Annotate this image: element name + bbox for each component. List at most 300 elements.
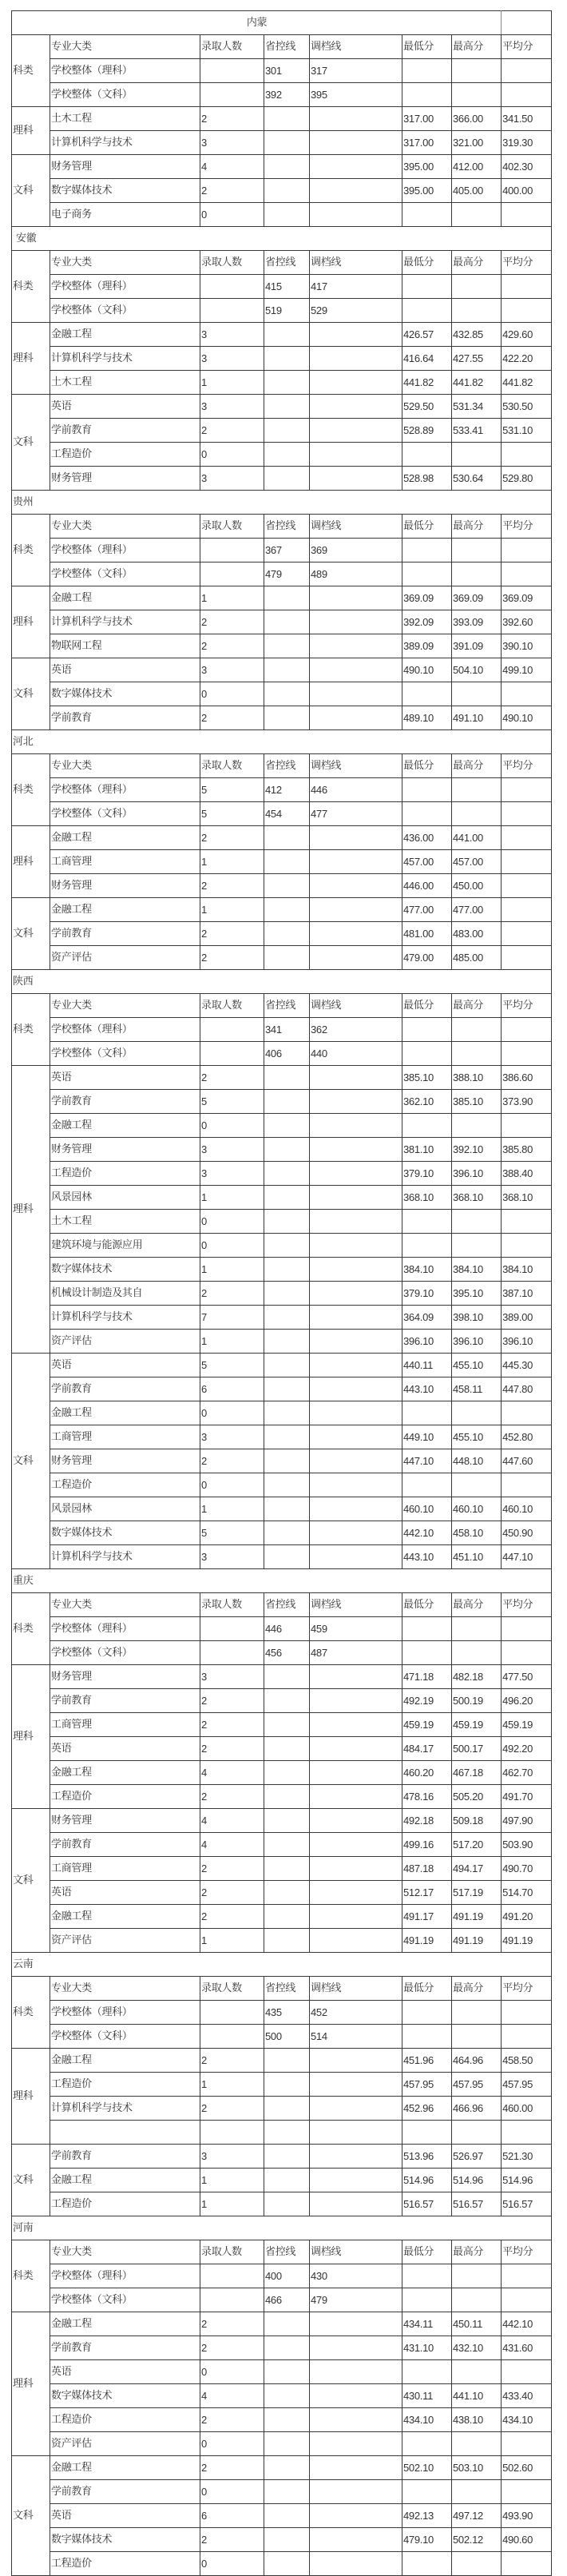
cell-control: [264, 1138, 310, 1162]
cell-min: [402, 1234, 452, 1258]
cell-count: [200, 83, 264, 107]
cell-cutoff: [310, 1162, 402, 1186]
cell-min: 481.00: [402, 922, 452, 946]
cell-cutoff: 514: [310, 2025, 402, 2049]
cell-max: 438.10: [452, 2408, 502, 2432]
cell-max: 392.10: [452, 1138, 502, 1162]
cell-major: 学前教育: [50, 2336, 200, 2360]
cell-cutoff: [310, 1545, 402, 1569]
cell-count: 2: [200, 2408, 264, 2432]
cell-control: [264, 1545, 310, 1569]
cell-count: 3: [200, 658, 264, 682]
cell-count: [200, 1042, 264, 1066]
cell-count: 1: [200, 1186, 264, 1210]
cell-count: 2: [200, 922, 264, 946]
province-name: 陕西: [12, 970, 552, 994]
table-row: [12, 467, 552, 491]
cell-cutoff: [310, 1713, 402, 1737]
header-cutoff: 调档线: [310, 1977, 402, 2001]
cell-min: [402, 682, 452, 706]
table-row: [12, 179, 552, 203]
cell-avg: 458.50: [502, 2049, 552, 2073]
table-row: [12, 922, 552, 946]
cell-control: [264, 1377, 310, 1401]
cell-major: 金融工程: [50, 826, 200, 850]
cell-avg: 373.90: [502, 1090, 552, 1114]
cell-max: 393.09: [452, 610, 502, 634]
header-min: 最低分: [402, 754, 452, 778]
cell-cutoff: [310, 2528, 402, 2552]
cell-max: 466.96: [452, 2097, 502, 2121]
cell-major: 建筑环境与能源应用: [50, 1234, 200, 1258]
cell-max: 388.10: [452, 1066, 502, 1090]
cell-avg: 491.19: [502, 1929, 552, 1953]
cell-control: [264, 1306, 310, 1330]
cell-control: [264, 443, 310, 467]
cell-max: 514.96: [452, 2169, 502, 2192]
column-header-row: [12, 515, 552, 539]
cell-major: 财务管理: [50, 1449, 200, 1473]
cell-min: 459.19: [402, 1713, 452, 1737]
cell-cutoff: [310, 1785, 402, 1809]
cell-cutoff: [310, 1689, 402, 1713]
cell-min: [402, 2360, 452, 2384]
cell-min: 368.10: [402, 1186, 452, 1210]
cell-count: 2: [200, 826, 264, 850]
header-cutoff: 调档线: [310, 994, 402, 1018]
cell-avg: 386.60: [502, 1066, 552, 1090]
cell-avg: [502, 1401, 552, 1425]
category-label: 理科: [12, 1066, 50, 1354]
cell-control: 466: [264, 2288, 310, 2312]
cell-control: [264, 131, 310, 155]
cell-cutoff: [310, 610, 402, 634]
cell-min: 460.20: [402, 1761, 452, 1785]
cell-cutoff: [310, 1449, 402, 1473]
cell-max: [452, 2360, 502, 2384]
cell-cutoff: [310, 1497, 402, 1521]
table-row: [12, 2288, 552, 2312]
cell-count: 2: [200, 107, 264, 131]
cell-major: 数字媒体技术: [50, 179, 200, 203]
table-row: [12, 2025, 552, 2049]
cell-major: 财务管理: [50, 1138, 200, 1162]
cell-major: 计算机科学与技术: [50, 610, 200, 634]
table-row: [12, 610, 552, 634]
cell-major: 学前教育: [50, 1689, 200, 1713]
table-row: [12, 1665, 552, 1689]
cell-cutoff: [310, 706, 402, 730]
cell-cutoff: [310, 131, 402, 155]
cell-control: [264, 1186, 310, 1210]
cell-control: 479: [264, 563, 310, 586]
cell-cutoff: [310, 1905, 402, 1929]
cell-min: 529.50: [402, 395, 452, 419]
cell-min: 317.00: [402, 107, 452, 131]
cell-max: 432.10: [452, 2336, 502, 2360]
cell-count: 1: [200, 2192, 264, 2216]
cell-control: [264, 1354, 310, 1377]
cell-major: 金融工程: [50, 2312, 200, 2336]
cell-max: 368.10: [452, 1186, 502, 1210]
cell-min: 416.64: [402, 347, 452, 371]
cell-cutoff: [310, 419, 402, 443]
cell-max: 441.00: [452, 826, 502, 850]
cell-count: [200, 1617, 264, 1641]
category-label: 理科: [12, 586, 50, 658]
cell-control: [264, 1665, 310, 1689]
cell-min: [402, 443, 452, 467]
province-name: 河南: [12, 2216, 552, 2240]
table-row: [12, 778, 552, 802]
cell-control: [264, 1521, 310, 1545]
cell-min: [402, 83, 452, 107]
column-header-row: [12, 251, 552, 275]
cell-avg: [502, 2001, 552, 2025]
cell-control: [264, 1737, 310, 1761]
table-row: [12, 2145, 552, 2169]
cell-control: [264, 1258, 310, 1282]
cell-min: 369.09: [402, 586, 452, 610]
cell-avg: 530.50: [502, 395, 552, 419]
cell-cutoff: [310, 1521, 402, 1545]
cell-major: 资产评估: [50, 1330, 200, 1354]
cell-min: 447.10: [402, 1449, 452, 1473]
province-name: 内蒙: [12, 11, 502, 35]
cell-cutoff: [310, 682, 402, 706]
cell-cutoff: [310, 179, 402, 203]
table-row: [12, 155, 552, 179]
table-row: [12, 1066, 552, 1090]
cell-count: 5: [200, 1521, 264, 1545]
cell-cutoff: [310, 2145, 402, 2169]
cell-cutoff: [310, 1881, 402, 1905]
province-title-row: [12, 1953, 552, 1977]
cell-count: 4: [200, 1833, 264, 1857]
cell-max: [452, 682, 502, 706]
header-major: 专业大类: [50, 754, 200, 778]
cell-min: [402, 1210, 452, 1234]
cell-min: 392.09: [402, 610, 452, 634]
cell-count: 0: [200, 1210, 264, 1234]
cell-min: 385.10: [402, 1066, 452, 1090]
cell-count: 3: [200, 323, 264, 347]
cell-avg: 490.70: [502, 1857, 552, 1881]
cell-major: 工程造价: [50, 1473, 200, 1497]
cell-control: [264, 2312, 310, 2336]
cell-major: 英语: [50, 1737, 200, 1761]
cell-avg: 477.50: [502, 1665, 552, 1689]
column-header-row: [12, 754, 552, 778]
cell-cutoff: [310, 371, 402, 395]
cell-avg: [502, 2432, 552, 2456]
table-row: [12, 1833, 552, 1857]
cell-major: 金融工程: [50, 2049, 200, 2073]
cell-cutoff: [310, 2384, 402, 2408]
cell-count: 2: [200, 2312, 264, 2336]
cell-max: [452, 539, 502, 563]
table-row: [12, 1330, 552, 1354]
cell-count: 0: [200, 2552, 264, 2576]
cell-min: 384.10: [402, 1258, 452, 1282]
table-row: [12, 1377, 552, 1401]
table-row: [12, 898, 552, 922]
cell-max: 366.00: [452, 107, 502, 131]
cell-major: 工商管理: [50, 1857, 200, 1881]
table-row: [12, 802, 552, 826]
admission-scores-document: [11, 10, 552, 2576]
cell-cutoff: [310, 347, 402, 371]
header-min: 最低分: [402, 251, 452, 275]
cell-avg: [502, 539, 552, 563]
cell-avg: 387.10: [502, 1282, 552, 1306]
table-row: [12, 1425, 552, 1449]
cell-count: 2: [200, 706, 264, 730]
cell-min: [402, 1018, 452, 1042]
table-row: [12, 682, 552, 706]
cell-max: 517.20: [452, 1833, 502, 1857]
table-row: [12, 443, 552, 467]
category-label: 科类: [12, 754, 50, 826]
cell-max: 457.95: [452, 2073, 502, 2097]
cell-count: 0: [200, 1473, 264, 1497]
table-row: [12, 1186, 552, 1210]
cell-avg: 531.10: [502, 419, 552, 443]
cell-control: [264, 898, 310, 922]
header-count: 录取人数: [200, 251, 264, 275]
cell-major: 学前教育: [50, 1377, 200, 1401]
cell-control: [264, 1162, 310, 1186]
header-min: 最低分: [402, 515, 452, 539]
cell-max: 491.19: [452, 1929, 502, 1953]
cell-cutoff: [310, 1665, 402, 1689]
cell-major: 学前教育: [50, 1090, 200, 1114]
cell-control: [264, 2360, 310, 2384]
table-row: [12, 1809, 552, 1833]
cell-cutoff: [310, 1114, 402, 1138]
cell-max: [452, 83, 502, 107]
cell-cutoff: [310, 155, 402, 179]
cell-major: 金融工程: [50, 1761, 200, 1785]
cell-min: [402, 1114, 452, 1138]
header-control: 省控线: [264, 1977, 310, 2001]
cell-min: 528.98: [402, 467, 452, 491]
cell-avg: [502, 59, 552, 83]
cell-max: 464.96: [452, 2049, 502, 2073]
table-row: [12, 2336, 552, 2360]
table-row: [12, 131, 552, 155]
cell-avg: 516.57: [502, 2192, 552, 2216]
cell-major: 学校整体（理科）: [50, 2264, 200, 2288]
cell-min: 478.16: [402, 1785, 452, 1809]
cell-count: [200, 2121, 264, 2145]
cell-min: 449.10: [402, 1425, 452, 1449]
cell-min: 492.19: [402, 1689, 452, 1713]
cell-cutoff: [310, 2432, 402, 2456]
cell-control: [264, 2408, 310, 2432]
cell-count: 4: [200, 2384, 264, 2408]
header-count: 录取人数: [200, 1593, 264, 1617]
cell-min: [402, 1473, 452, 1497]
cell-count: 1: [200, 371, 264, 395]
cell-control: [264, 1689, 310, 1713]
cell-max: [452, 2480, 502, 2504]
cell-count: 3: [200, 1425, 264, 1449]
cell-cutoff: 477: [310, 802, 402, 826]
cell-major: 财务管理: [50, 874, 200, 898]
cell-control: [264, 1473, 310, 1497]
table-row: [12, 1210, 552, 1234]
cell-max: 441.10: [452, 2384, 502, 2408]
cell-control: [264, 2456, 310, 2480]
cell-major: 金融工程: [50, 586, 200, 610]
cell-major: 英语: [50, 1354, 200, 1377]
table-row: [12, 347, 552, 371]
cell-avg: [502, 826, 552, 850]
header-max: 最高分: [452, 35, 502, 59]
cell-min: 487.18: [402, 1857, 452, 1881]
cell-cutoff: [310, 1210, 402, 1234]
cell-avg: [502, 1114, 552, 1138]
cell-control: 446: [264, 1617, 310, 1641]
cell-major: 学校整体（理科）: [50, 1018, 200, 1042]
cell-min: 460.10: [402, 1497, 452, 1521]
table-row: [12, 1090, 552, 1114]
cell-major: 学前教育: [50, 419, 200, 443]
cell-avg: 433.40: [502, 2384, 552, 2408]
cell-avg: 514.96: [502, 2169, 552, 2192]
table-row: [12, 1521, 552, 1545]
cell-major: 数字媒体技术: [50, 1258, 200, 1282]
cell-count: 2: [200, 946, 264, 970]
cell-avg: [502, 1210, 552, 1234]
cell-max: 504.10: [452, 658, 502, 682]
cell-cutoff: [310, 443, 402, 467]
table-row: [12, 2528, 552, 2552]
table-row: [12, 2504, 552, 2528]
cell-control: [264, 2384, 310, 2408]
cell-count: 3: [200, 395, 264, 419]
header-major: 专业大类: [50, 515, 200, 539]
header-min: 最低分: [402, 994, 452, 1018]
cell-cutoff: 369: [310, 539, 402, 563]
header-count: 录取人数: [200, 515, 264, 539]
table-row: [12, 2384, 552, 2408]
cell-min: [402, 2288, 452, 2312]
cell-count: 1: [200, 1929, 264, 1953]
header-cutoff: 调档线: [310, 2240, 402, 2264]
cell-avg: 490.10: [502, 706, 552, 730]
cell-major: 工程造价: [50, 2073, 200, 2097]
cell-count: 2: [200, 1785, 264, 1809]
cell-control: [264, 1114, 310, 1138]
cell-min: 441.82: [402, 371, 452, 395]
category-label: 文科: [12, 2456, 50, 2576]
cell-min: 431.10: [402, 2336, 452, 2360]
cell-min: [402, 2001, 452, 2025]
cell-control: [264, 1929, 310, 1953]
category-label: 文科: [12, 2145, 50, 2216]
cell-count: 2: [200, 2336, 264, 2360]
cell-avg: 497.90: [502, 1809, 552, 1833]
province-name: 重庆: [12, 1569, 552, 1593]
cell-major: 学前教育: [50, 2480, 200, 2504]
cell-major: 学校整体（文科）: [50, 1641, 200, 1665]
cell-control: 412: [264, 778, 310, 802]
cell-count: 0: [200, 2480, 264, 2504]
cell-major: 英语: [50, 2504, 200, 2528]
cell-cutoff: [310, 1761, 402, 1785]
cell-min: 491.19: [402, 1929, 452, 1953]
cell-avg: 447.10: [502, 1545, 552, 1569]
cell-major: 学前教育: [50, 922, 200, 946]
cell-max: 398.10: [452, 1306, 502, 1330]
cell-control: [264, 2169, 310, 2192]
cell-cutoff: [310, 586, 402, 610]
column-header-row: [12, 35, 552, 59]
cell-count: 2: [200, 1857, 264, 1881]
cell-min: [402, 2264, 452, 2288]
cell-avg: 460.10: [502, 1497, 552, 1521]
cell-cutoff: 446: [310, 778, 402, 802]
table-row: [12, 874, 552, 898]
cell-min: 395.00: [402, 179, 452, 203]
cell-avg: 491.70: [502, 1785, 552, 1809]
cell-count: 5: [200, 802, 264, 826]
table-row: [12, 2001, 552, 2025]
cell-control: [264, 2121, 310, 2145]
cell-major: 学校整体（理科）: [50, 1617, 200, 1641]
cell-max: 450.00: [452, 874, 502, 898]
category-label: 科类: [12, 35, 50, 107]
cell-min: 491.17: [402, 1905, 452, 1929]
cell-min: 513.96: [402, 2145, 452, 2169]
cell-max: [452, 1473, 502, 1497]
category-label: 文科: [12, 155, 50, 227]
cell-avg: 503.90: [502, 1833, 552, 1857]
cell-cutoff: [310, 1306, 402, 1330]
cell-cutoff: [310, 2504, 402, 2528]
cell-max: [452, 802, 502, 826]
header-min: 最低分: [402, 1977, 452, 2001]
cell-max: [452, 443, 502, 467]
header-control: 省控线: [264, 994, 310, 1018]
cell-max: 450.11: [452, 2312, 502, 2336]
cell-max: 441.82: [452, 371, 502, 395]
cell-min: 457.95: [402, 2073, 452, 2097]
cell-max: [452, 275, 502, 299]
cell-count: 2: [200, 1713, 264, 1737]
cell-avg: [502, 1641, 552, 1665]
cell-control: [264, 1425, 310, 1449]
cell-min: 502.10: [402, 2456, 452, 2480]
cell-avg: [502, 203, 552, 227]
cell-min: [402, 1641, 452, 1665]
cell-major: 工程造价: [50, 2408, 200, 2432]
cell-cutoff: 440: [310, 1042, 402, 1066]
cell-major: 金融工程: [50, 1905, 200, 1929]
cell-min: [402, 275, 452, 299]
cell-cutoff: [310, 395, 402, 419]
cell-max: 451.10: [452, 1545, 502, 1569]
table-row: [12, 1857, 552, 1881]
province-title-row: [12, 1569, 552, 1593]
header-max: 最高分: [452, 251, 502, 275]
cell-avg: 492.20: [502, 1737, 552, 1761]
table-row: [12, 2049, 552, 2073]
cell-max: 412.00: [452, 155, 502, 179]
table-row: [12, 1929, 552, 1953]
